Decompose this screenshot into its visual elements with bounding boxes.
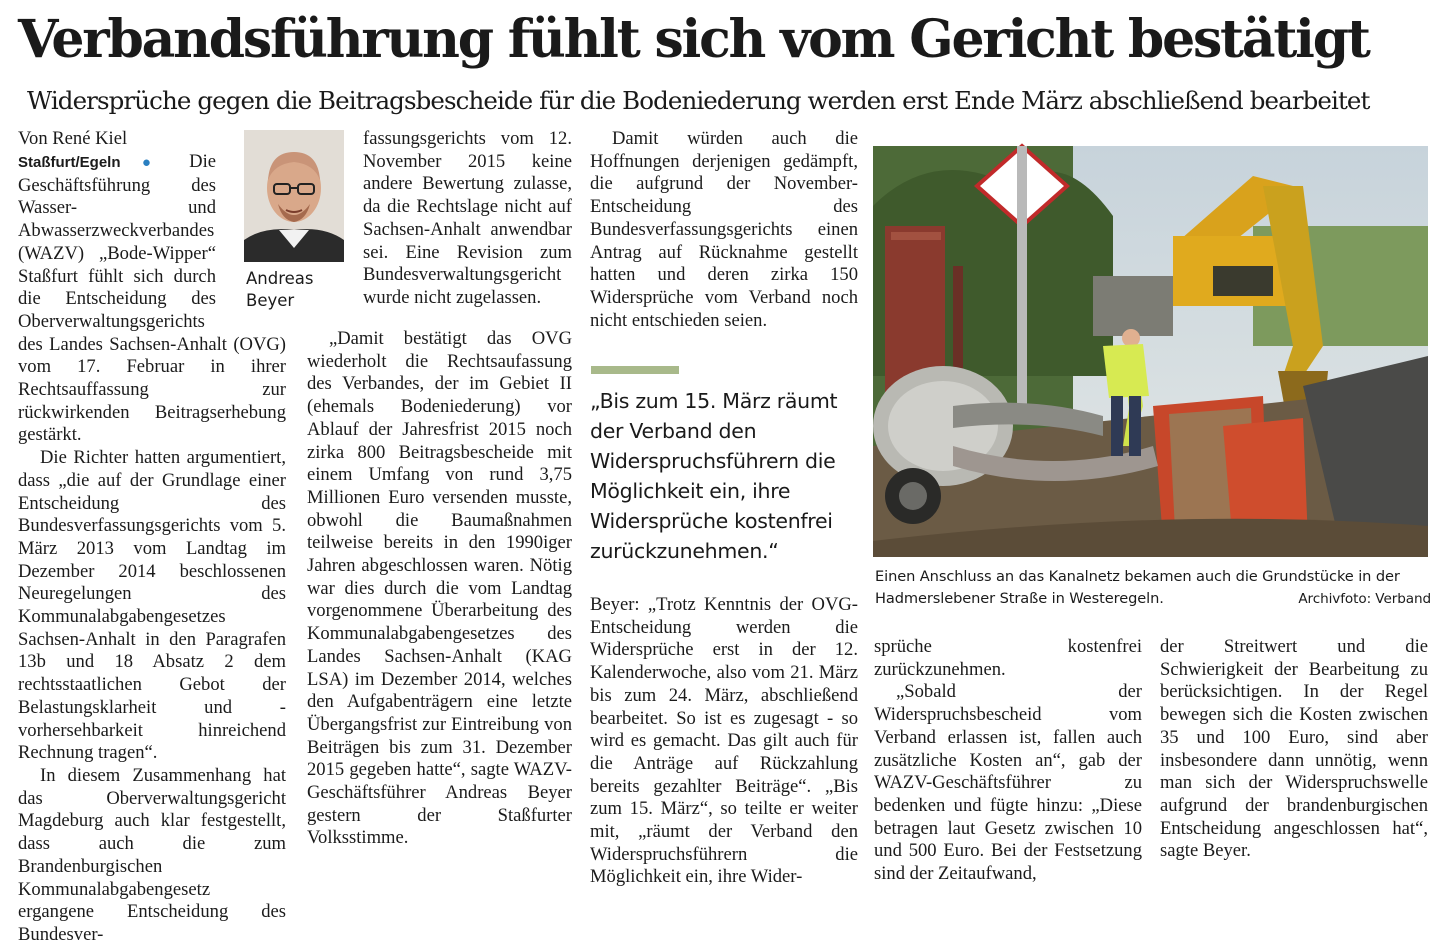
- paragraph: Die Richter hatten argumentiert, dass „die auf der Grundlage einer Entscheidung des Bundesverfassungsgerichts vom 5. März 2013 vom Landtag im Dezember 2014 beschlossenen Neuregelungen des Kommunalabgabengesetzes Sachsen-Anhalt in den Paragrafen 13b und 18 Absatz 2 dem rechtsstaatlichen Gebot der Belastungsklarheit und -vorhersehbarkeit hinreichend Rechnung tragen“.: [18, 447, 286, 764]
- author-byline: Von René Kiel: [18, 128, 128, 149]
- paragraph: In diesem Zusammenhang hat das Oberverwaltungsgericht Magdeburg auch klar festgestellt, dass auch die zum Brandenburgischen Kommunalabgabengesetz ergangene Entscheidung des Bundesver-: [18, 764, 286, 945]
- subheadline: Widersprüche gegen die Beitragsbescheide für die Bodeniederung werden erst Ende März abschließend bearbeitet: [27, 86, 1370, 115]
- headline: Verbandsführung fühlt sich vom Gericht bestätigt: [18, 9, 1369, 70]
- paragraph: Beyer: „Trotz Kenntnis der OVG-Entscheidung werden die Widersprüche erst in der 12. Kalenderwoche, also vom 21. März bis zum 24. März, abschließend bearbeitet. So ist es zugesagt - so wird es gemacht. Das gilt auch für die Anträge auf Rückzahlung bereits gezahlter Beiträge“. „Bis zum 15. März“, so teilte er weiter mit, „räumt der Verband den Widerspruchsführern die Möglichkeit ein, ihre Wider-: [590, 594, 858, 888]
- pullquote-accent-bar: [591, 366, 679, 374]
- portrait-float-spacer: [307, 128, 363, 328]
- bullet-icon: ●: [141, 155, 168, 171]
- paragraph: „Damit bestätigt das OVG wiederholt die Rechtsaufassung des Verbandes, der im Gebiet II (ehemals Bodeniederung) vor Ablauf der Jahresfrist 2015 noch zirka 800 Beitragsbescheide mit einem Umfang von rund 3,75 Millionen Euro versenden musste, obwohl die Baumaßnahmen teilweise bereits in den 1990iger Jahren abgeschlossen waren. Nötig war dies durch die vom Landtag vorgenommene Überarbeitung des Kommunalabgabengesetzes des Landes Sachsen-Anhalt (KAG LSA) im Dezember 2014, welches den Aufgabenträgern eine letzte Übergangsfrist zur Eintreibung von Beiträgen bis zum 31. Dezember 2015 gegeben hatte“, sagte WAZV-Geschäftsführer Andreas Beyer gestern der Staßfurter Volksstimme.: [307, 328, 572, 849]
- paragraph: sprüche kostenfrei zurückzunehmen.: [874, 636, 1142, 680]
- photo-caption-text: Einen Anschluss an das Kanalnetz bekamen auch die Grundstücke in der Hadmerslebener Straße in Westeregeln.: [875, 568, 1400, 607]
- construction-photo-image: [873, 146, 1428, 557]
- construction-photo: [873, 146, 1428, 557]
- paragraph: „Sobald der Widerspruchsbescheid vom Verband erlassen ist, fallen auch zusätzliche Kosten an“, gab der WAZV-Geschäftsführer zu bedenken und fügte hinzu: „Diese betragen laut Gesetz zwischen 10 und 500 Euro. Bei der Festsetzung sind der Zeitaufwand,: [874, 681, 1142, 885]
- paragraph: Damit würden auch die Hoffnungen derjenigen gedämpft, die aufgrund der November-Entscheidung des Bundesverfassungsgerichts einen Antrag auf Rücknahme gestellt hatten und deren zirka 150 Widersprüche vom Verband noch nicht entschieden seien.: [590, 128, 858, 331]
- photo-caption: [875, 566, 1431, 610]
- article-column-3-lower: [590, 594, 858, 890]
- paragraph: der Streitwert und die Schwierigkeit der Bearbeitung zu berücksichtigen. In der Regel bewegen sich die Kosten zwischen 35 und 100 Euro, sind aber insbesondere dann unnötig, wenn man sich der Widerspruchswelle aufgrund der brandenburgischen Entscheidung angeschlossen hat“, sagte Beyer.: [1160, 636, 1428, 862]
- paragraph-text: Die Geschäftsführung des Wasser- und Abwasserzweckverbandes (WAZV) „Bode-Wipper“ Staßfurt fühlt sich durch die Entscheidung des Oberverwaltungsgerichts des Landes Sachsen-Anhalt (OVG) vom 17. Februar in ihrer Rechtsauffassung zur rückwirkenden Beitragserhebung gestärkt.: [18, 151, 286, 446]
- photo-credit: Archivfoto: Verband: [1298, 591, 1431, 607]
- portrait-caption-line: Andreas: [246, 269, 314, 288]
- pullquote: „Bis zum 15. März räumt der Verband den Widerspruchsführern die Möglichkeit ein, ihre Widersprüche kostenfrei zurückzunehmen.“: [590, 389, 838, 563]
- dateline-text: Staßfurt/Egeln: [18, 154, 121, 171]
- portrait-caption-line: Beyer: [246, 291, 295, 310]
- article-column-2: [307, 128, 572, 893]
- article-column-3: [590, 128, 858, 332]
- article-column-5: [1160, 636, 1428, 892]
- article-column-4: [874, 636, 1142, 892]
- paragraph: fassungsgerichts vom 12. November 2015 keine andere Bewertung zulasse, da die Rechtslage nicht auf Sachsen-Anhalt anwendbar sei. Eine Revision zum Bundesverwaltungsgericht wurde nicht zugelassen.: [363, 128, 572, 308]
